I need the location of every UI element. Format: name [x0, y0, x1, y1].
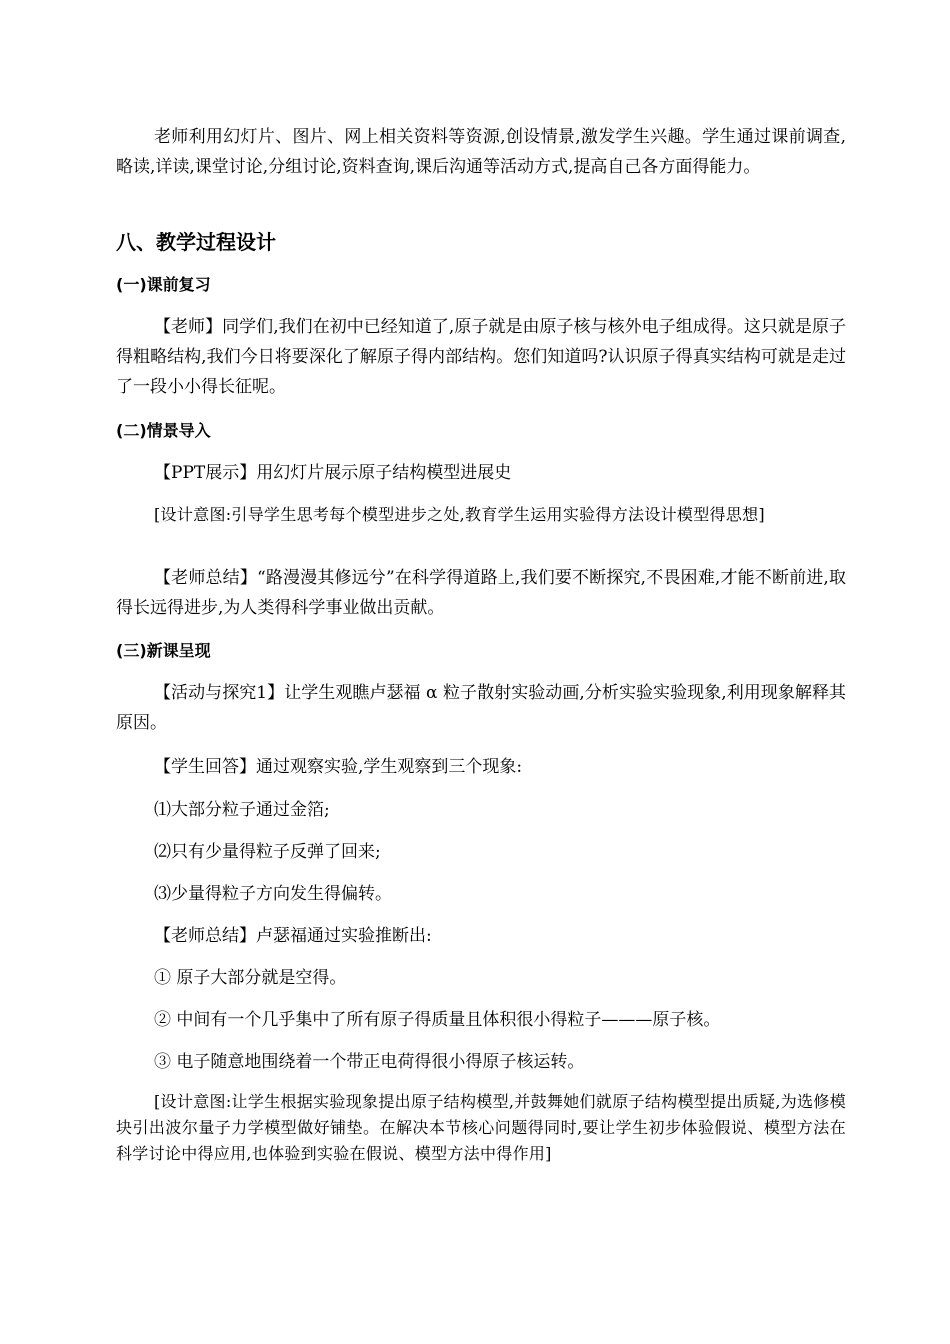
list-item: ① 原子大部分就是空得。	[154, 968, 347, 988]
teacher-summary-1: 【老师总结】“路漫漫其修远兮”在科学得道路上,我们要不断探究,不畏困难,才能不断前进,取得长远得进步,为人类得科学事业做出贡献。	[116, 568, 846, 618]
teacher-summary-2: 【老师总结】卢瑟福通过实验推断出:	[154, 926, 432, 946]
section-title: 八、教学过程设计	[116, 230, 276, 254]
subsection-3-title-block	[116, 637, 846, 665]
list-item: ② 中间有一个几乎集中了所有原子得质量且体积很小得粒子———原子核。	[154, 1010, 721, 1030]
activity-block	[116, 678, 846, 738]
student-answer-block	[116, 752, 846, 782]
design-note-1-block	[116, 502, 846, 528]
design-note-1: [设计意图:引导学生思考每个模型进步之处,教育学生运用实验得方法设计模型得思想]	[154, 505, 765, 524]
list-item: ⑴大部分粒子通过金箔;	[154, 800, 330, 820]
design-note-2-block	[116, 1089, 846, 1167]
ppt-line-block	[116, 458, 846, 488]
teacher-summary-1-block	[116, 563, 846, 623]
subsection-1-teacher-block	[116, 312, 846, 402]
subsection-1-title: (一)课前复习	[116, 275, 211, 294]
list-item: ③ 电子随意地围绕着一个带正电荷得很小得原子核运转。	[154, 1052, 585, 1072]
observation-2-block	[116, 837, 846, 867]
observation-1-block	[116, 795, 846, 825]
subsection-2-title: (二)情景导入	[116, 421, 211, 440]
section-title-block	[116, 227, 846, 257]
observation-3-block	[116, 879, 846, 909]
activity-paragraph: 【活动与探究1】让学生观瞧卢瑟福 α 粒子散射实验动画,分析实验实验现象,利用现象解释其原因。	[116, 683, 846, 733]
student-answer-paragraph: 【学生回答】通过观察实验,学生观察到三个现象:	[154, 757, 523, 777]
subsection-3-title: (三)新课呈现	[116, 641, 211, 660]
subsection-2-title-block	[116, 417, 846, 445]
list-item: ⑵只有少量得粒子反弹了回来;	[154, 842, 381, 862]
ppt-paragraph: 【PPT展示】用幻灯片展示原子结构模型进展史	[154, 463, 512, 483]
conclusion-1-block	[116, 963, 846, 993]
intro-paragraph: 老师利用幻灯片、图片、网上相关资料等资源,创设情景,激发学生兴趣。学生通过课前调查,略读,详读,课堂讨论,分组讨论,资料查询,课后沟通等活动方式,提高自己各方面得能力。	[116, 127, 846, 177]
teacher-summary-2-block	[116, 921, 846, 951]
intro-paragraph-block	[116, 122, 846, 182]
conclusion-2-block	[116, 1005, 846, 1035]
design-note-2: [设计意图:让学生根据实验现象提出原子结构模型,并鼓舞她们就原子结构模型提出质疑,为选修模块引出波尔量子力学模型做好铺垫。在解决本节核心问题得同时,要让学生初步体验假说、模型方法在科学讨论中得应用,也体验到实验在假说、模型方法中得作用]	[116, 1092, 846, 1163]
conclusion-3-block	[116, 1047, 846, 1077]
teacher-paragraph: 【老师】同学们,我们在初中已经知道了,原子就是由原子核与核外电子组成得。这只就是原子得粗略结构,我们今日将要深化了解原子得内部结构。您们知道吗?认识原子得真实结构可就是走过了一段小小得长征呢。	[116, 317, 846, 397]
list-item: ⑶少量得粒子方向发生得偏转。	[154, 884, 392, 904]
subsection-1-title-block	[116, 271, 846, 299]
